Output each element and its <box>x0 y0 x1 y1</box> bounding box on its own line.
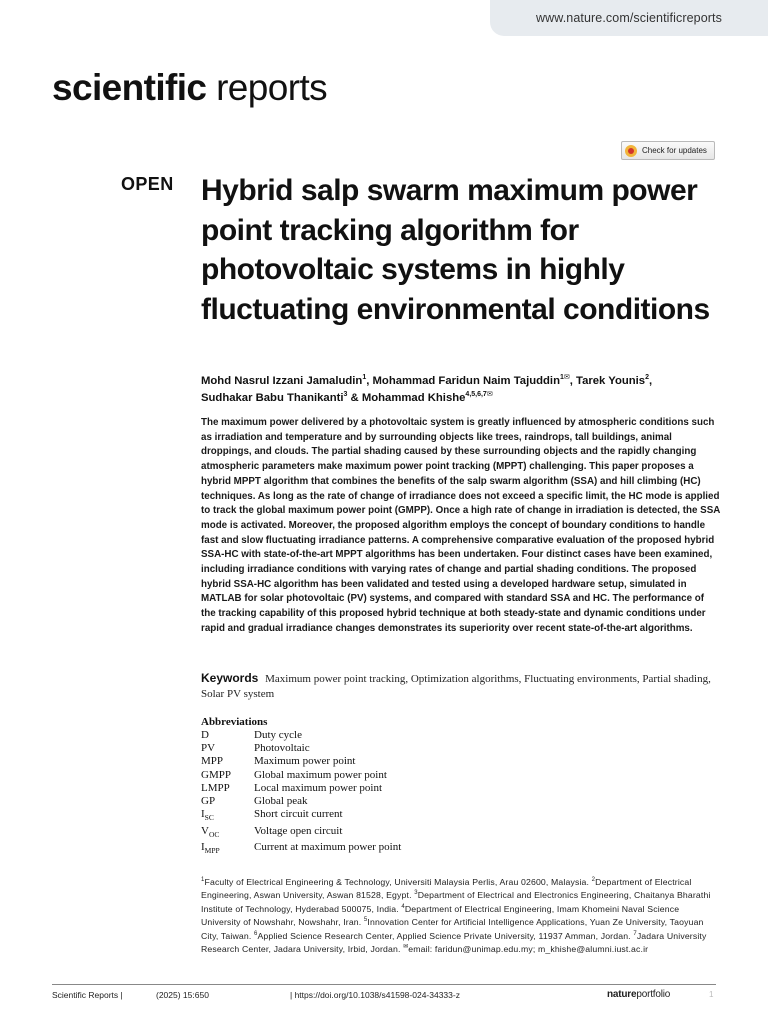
footer-volume: (2025) 15:650 <box>156 990 209 1000</box>
abstract: The maximum power delivered by a photovoltaic system is greatly influenced by atmospheric conditions such as irradiation and temperature and by surrounding objects like trees, raindrops, tall buildings, animal droppings, and clouds. The partial shading caused by these surrounding objects and the rapidly changing atmospheric parameters make maximum power point tracking (MPPT) challenging. This paper proposes a hybrid MPPT algorithm that combines the benefits of the salp swarm algorithm (SSA) and hill climbing (HC) techniques. As long as the rate of change of irradiance does not exceed a specific limit, the HC mode is applied to track the global maximum power point (GMPP). Once a high rate of change in irradiation is detected, the SSA mode is activated. Moreover, the proposed algorithm employs the concept of boundary conditions to handle fast and slow fluctuating irradiance patterns. A comprehensive comparative evaluation of the proposed hybrid SSA-HC with state-of-the-art MPPT algorithms has been undertaken. Four distinct cases have been examined, including irradiance conditions with varying rates of change and partial shading conditions. The proposed hybrid SSA-HC algorithm has been validated and tested using a developed hardware setup, simulated in MATLAB for solar photovoltaic (PV) systems, and compared with standard SSA and HC. The performance of the tracking capability of this proposed hybrid technique at both steady-state and dynamic conditions under rapid and gradual irradiance changes demonstrates its superiority over recent state-of-the-art algorithms. <box>201 417 720 634</box>
abbreviation-row: $I_{SC}$ Short circuit current <box>201 808 343 823</box>
nature-portfolio-logo: natureportfolio <box>607 989 671 1000</box>
crossmark-icon <box>625 145 637 157</box>
abbreviation-row: D Duty cycle <box>201 729 302 741</box>
author[interactable]: Tarek Younis$^2$ <box>576 374 649 387</box>
abbreviations-heading: Abbreviations <box>201 716 268 728</box>
masthead-light: reports <box>206 67 328 108</box>
abbreviation-row: MPP Maximum power point <box>201 755 356 768</box>
affiliations: $^1$Faculty of Electrical Engineering & Technology, Universiti Malaysia Perlis, Arau 02600, Malaysia. $^2$Department of Electrical Engineering, Aswan University, Aswan 81528, Egypt. $^3$Department of Electrical and Electronics Engineering, Chaitanya Bharathi Institute of Technology, Hyderabad 500075, India. $^4$Department of Electrical Engineering, Imam Khomeini Naval Science University of Nowshahr, Nowshahr, Iran. $^5$Innovation Center for Artificial Intelligence Applications, Yuan Ze University, Taoyuan City, Taiwan. $^6$Applied Science Research Center, Applied Science Private University, 11937 Amman, Jordan. $^7$Jadara University Research Center, Jadara University, Irbid, Jordan. ✉email: faridun@unimap.edu.my; m_khishe@alumni.iust.ac.ir <box>201 877 711 955</box>
abbreviation-row: $I_{MPP}$ Current at maximum power point <box>201 841 402 856</box>
keywords-text: Maximum power point tracking, Optimization algorithms, Fluctuating environments, Partial shading, Solar PV system <box>201 673 711 700</box>
journal-url-banner[interactable] <box>490 0 768 36</box>
page-number: 1 <box>709 990 714 999</box>
footer-doi-link[interactable]: | https://doi.org/10.1038/s41598-024-34333-z <box>290 990 460 1000</box>
corresponding-emails[interactable]: email: faridun@unimap.edu.my; m_khishe@alumni.iust.ac.ir <box>408 944 649 955</box>
abbreviation-row: PV Photovoltaic <box>201 742 310 755</box>
abbreviation-row: GMPP Global maximum power point <box>201 768 387 781</box>
abbreviation-row: $V_{OC}$ Voltage open circuit <box>201 824 343 839</box>
check-for-updates-label: Check for updates <box>642 146 707 155</box>
author[interactable]: Mohd Nasrul Izzani Jamaludin$^1$ <box>201 374 367 387</box>
masthead-bold: scientific <box>52 67 207 108</box>
abbreviation-row: LMPP Local maximum power point <box>201 781 382 794</box>
article-title: Hybrid salp swarm maximum power point tracking algorithm for photovoltaic systems in highly fluctuating environmental conditions <box>201 174 710 326</box>
email-icon: ✉ <box>403 944 409 951</box>
check-for-updates-button[interactable] <box>621 141 715 160</box>
keywords <box>201 671 721 702</box>
abbreviation-row: GP Global peak <box>201 795 308 808</box>
open-access-label: OPEN <box>121 174 174 194</box>
footer-divider <box>52 984 716 985</box>
journal-url[interactable]: www.nature.com/scientificreports <box>536 11 722 25</box>
author[interactable]: Sudhakar Babu Thanikanti$^3$ <box>201 391 348 404</box>
journal-masthead <box>52 68 327 108</box>
author[interactable]: Mohammad Faridun Naim Tajuddin$^{1✉}$ <box>372 374 570 387</box>
footer-journal: Scientific Reports | <box>52 990 123 1000</box>
author-list: Mohd Nasrul Izzani Jamaludin$^1$, Mohammad Faridun Naim Tajuddin$^{1✉}$, Tarek Younis$^2$, Sudhakar Babu Thanikanti$^3$ & Mohammad Khishe$^{4,5,6,7✉}$ <box>201 374 653 404</box>
author[interactable]: Mohammad Khishe$^{4,5,6,7✉}$ <box>361 391 493 404</box>
page-footer <box>52 990 716 1004</box>
abbreviations-list <box>201 715 601 857</box>
keywords-heading: Keywords <box>201 671 259 685</box>
